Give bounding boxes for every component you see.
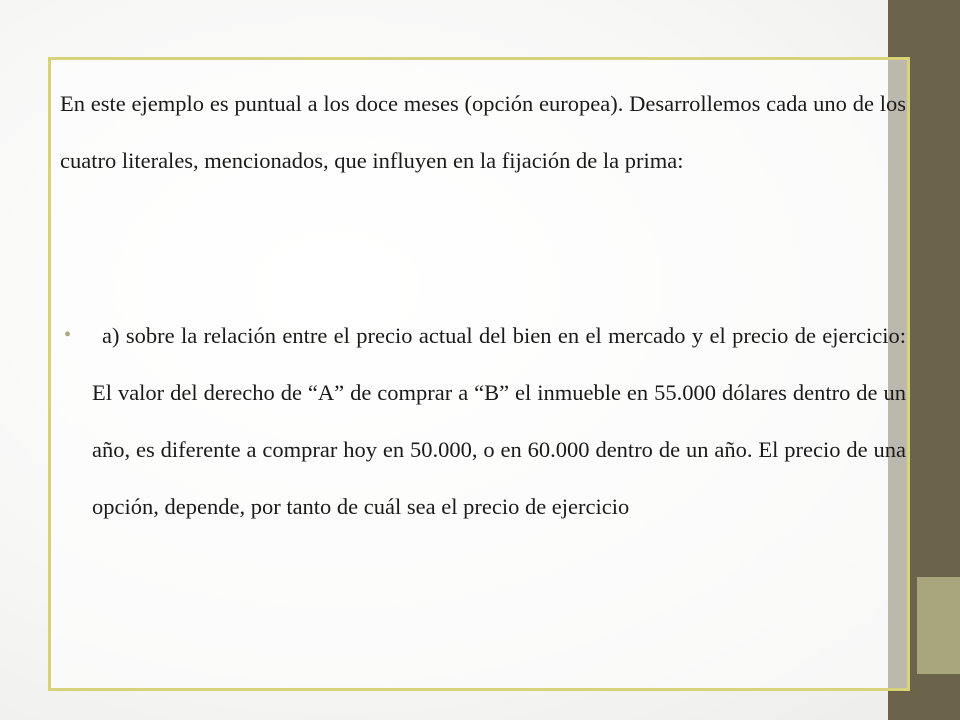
bullet-text: a) sobre la relación entre el precio actual del bien en el mercado y el precio de ejercicio: El valor del derecho de “A” de comprar a “B” el inmueble en 55.000 dólares dentro de un año, es diferente a comprar hoy en 50.000, o en 60.000 dentro de un año. El precio de una opción, depende, por tanto de cuál sea el precio de ejercicio	[92, 323, 906, 519]
bullet-item	[60, 307, 906, 535]
sidebar-light-accent	[917, 577, 960, 674]
bullet-marker: •	[64, 324, 72, 346]
intro-paragraph: En este ejemplo es puntual a los doce meses (opción europea). Desarrollemos cada uno de los cuatro literales, mencionados, que influyen en la fijación de la prima:	[60, 91, 906, 173]
